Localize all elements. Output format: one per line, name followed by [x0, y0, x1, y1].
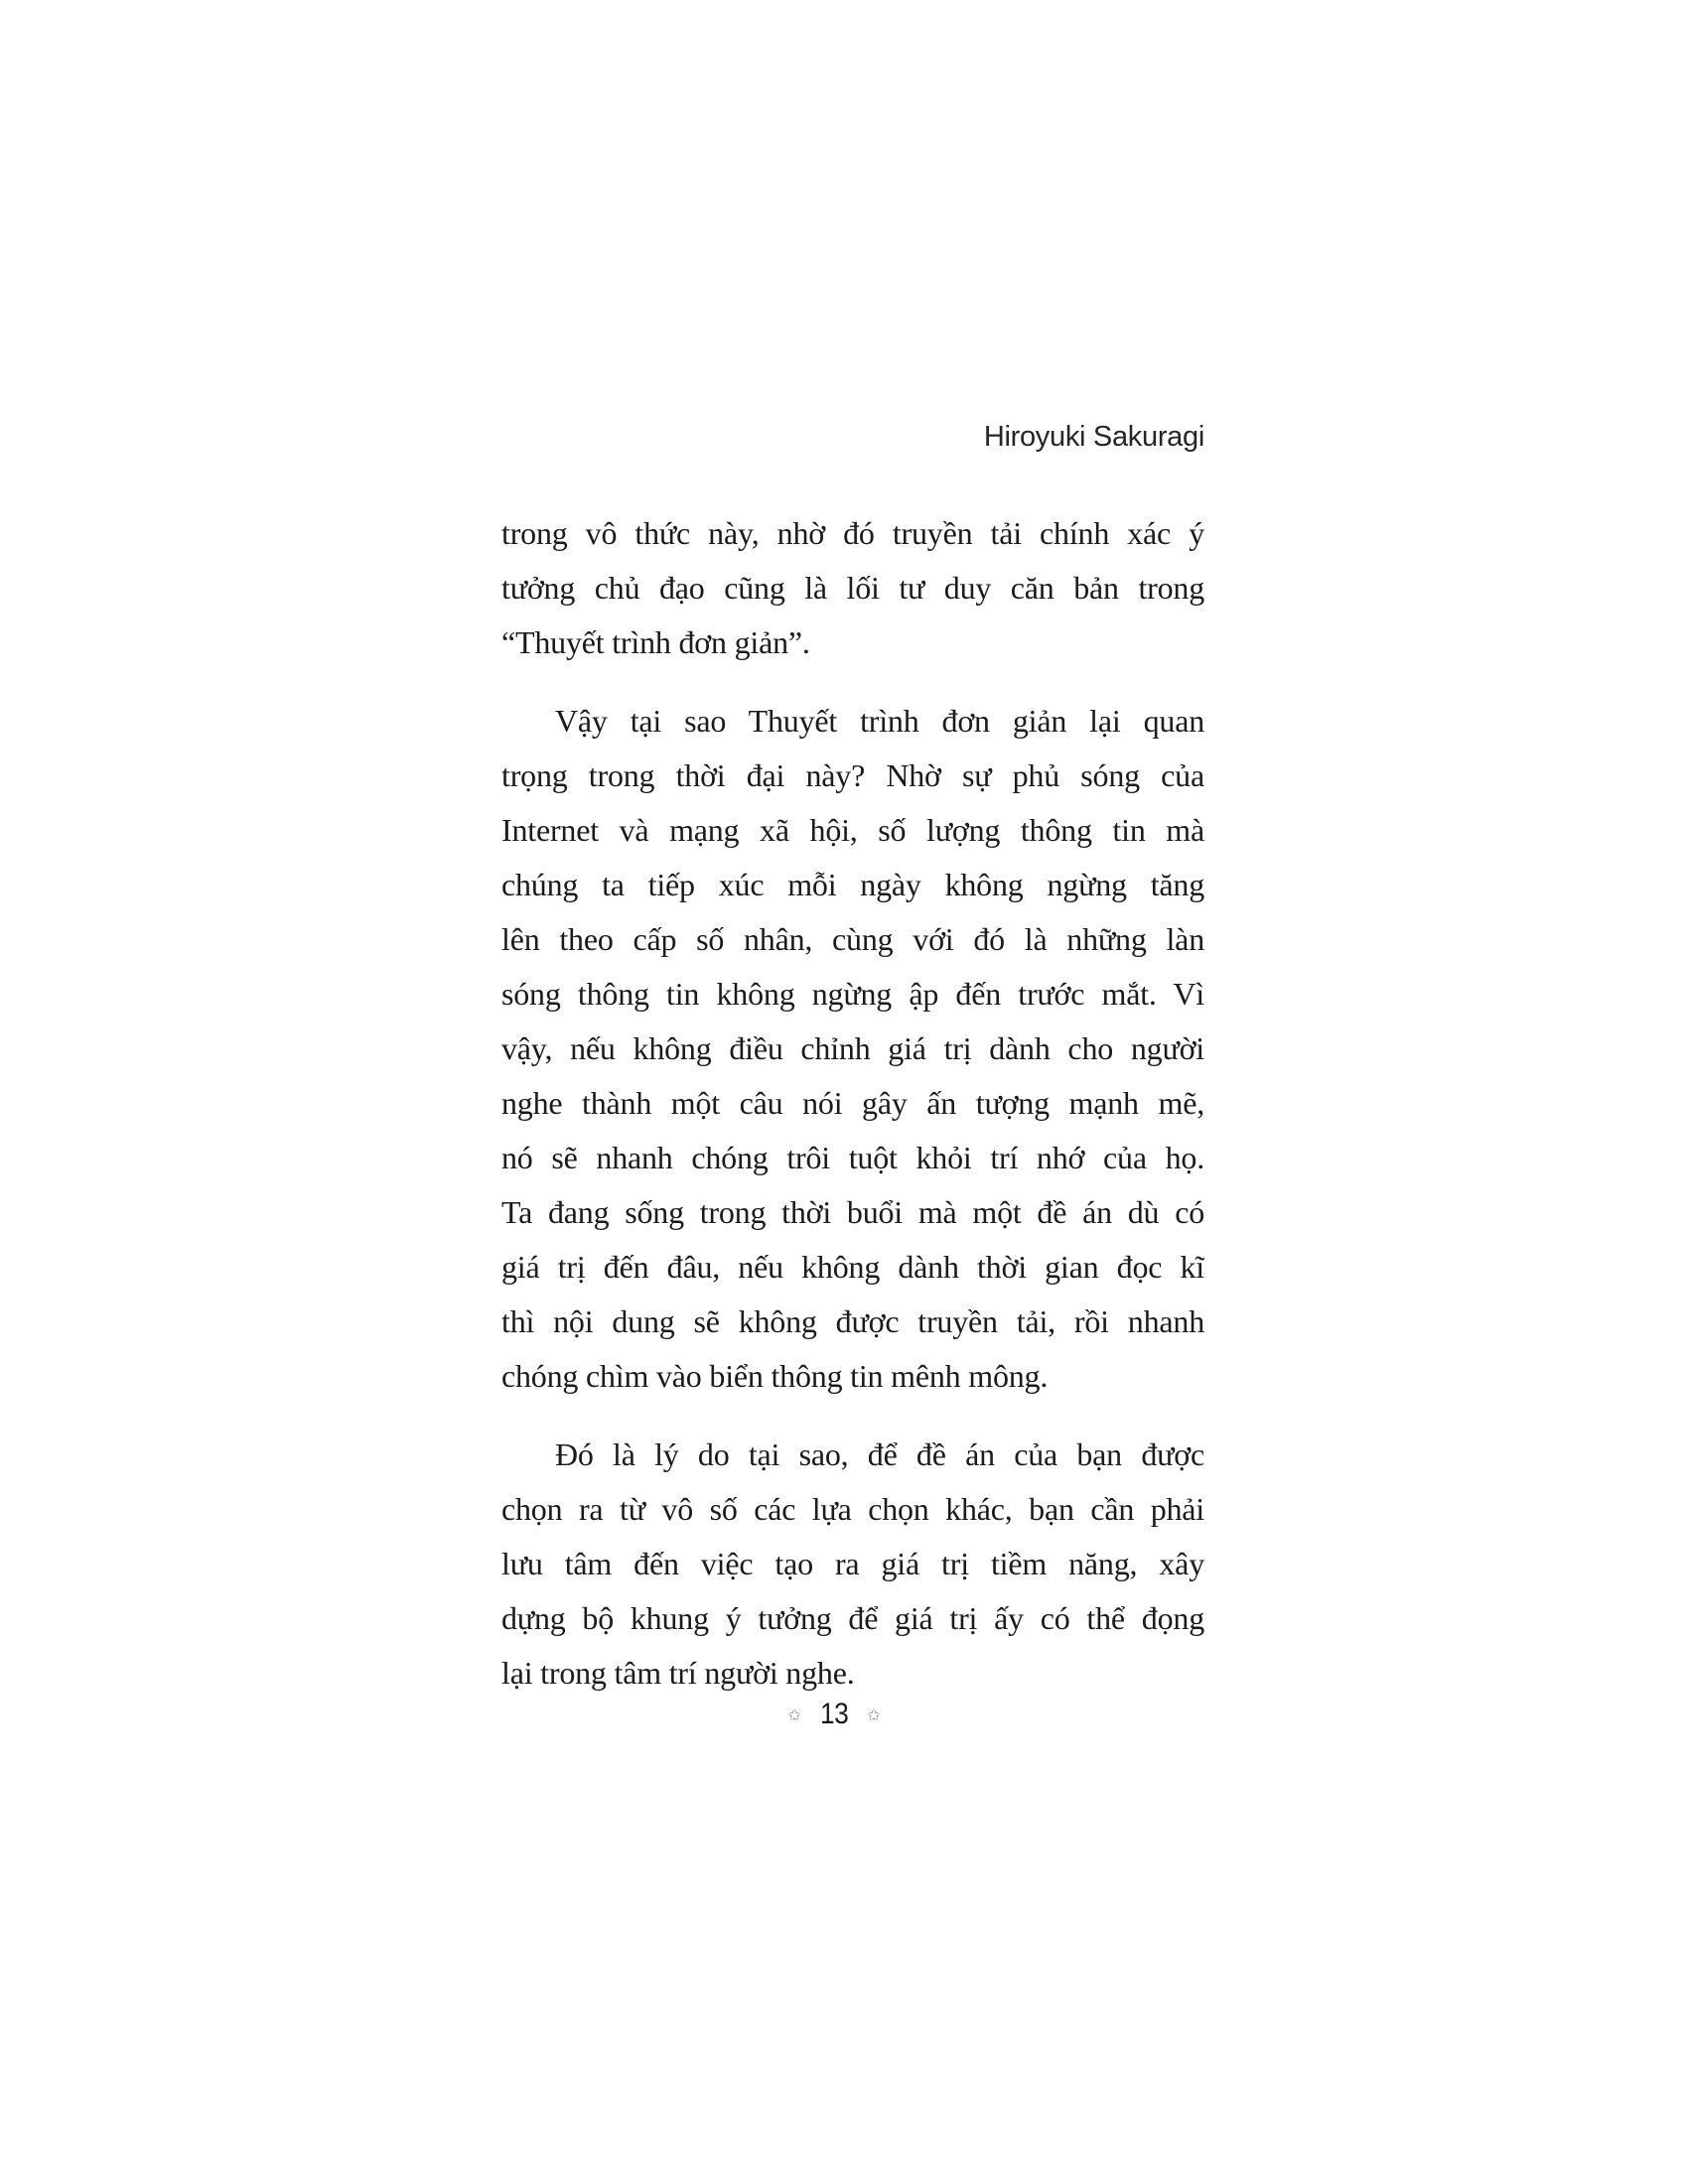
- text-line: lên theo cấp số nhân, cùng với đó là những làn: [501, 921, 1204, 957]
- text-line: chọn ra từ vô số các lựa chọn khác, bạn cần phải: [501, 1491, 1204, 1527]
- text-line: lại trong tâm trí người nghe.: [501, 1655, 855, 1691]
- text-line: “Thuyết trình đơn giản”.: [501, 624, 810, 660]
- text-line: nó sẽ nhanh chóng trôi tuột khỏi trí nhớ của họ.: [501, 1140, 1204, 1175]
- text-line: chóng chìm vào biển thông tin mênh mông.: [501, 1358, 1049, 1394]
- text-line: vậy, nếu không điều chỉnh giá trị dành cho người: [501, 1030, 1204, 1066]
- text-line: chúng ta tiếp xúc mỗi ngày không ngừng tăng: [501, 867, 1204, 902]
- text-line: tưởng chủ đạo cũng là lối tư duy căn bản trong: [501, 570, 1204, 606]
- text-line: giá trị đến đâu, nếu không dành thời gian đọc kĩ: [501, 1249, 1204, 1285]
- page-footer: [487, 1700, 1182, 1729]
- text-line: Internet và mạng xã hội, số lượng thông tin mà: [501, 812, 1204, 848]
- text-line: trọng trong thời đại này? Nhờ sự phủ sóng của: [501, 757, 1204, 793]
- text-line: sóng thông tin không ngừng ập đến trước mắt. Vì: [501, 976, 1204, 1012]
- text-line: lưu tâm đến việc tạo ra giá trị tiềm năng, xây: [501, 1546, 1204, 1581]
- paragraph-2: [501, 694, 1204, 1404]
- text-line: trong vô thức này, nhờ đó truyền tải chính xác ý: [501, 515, 1204, 551]
- star-ornament-left-icon: ✩: [787, 1707, 801, 1724]
- text-line: nghe thành một câu nói gây ấn tượng mạnh mẽ,: [501, 1085, 1204, 1121]
- text-line: Ta đang sống trong thời buổi mà một đề án dù có: [501, 1194, 1204, 1230]
- star-ornament-right-icon: ✩: [867, 1707, 881, 1724]
- text-line: dựng bộ khung ý tưởng để giá trị ấy có thể đọng: [501, 1600, 1204, 1636]
- text-line: Vậy tại sao Thuyết trình đơn giản lại quan: [555, 703, 1204, 739]
- paragraph-3: [501, 1428, 1204, 1701]
- running-header-author: Hiroyuki Sakuragi: [983, 421, 1204, 453]
- body-text-block: [501, 506, 1204, 1724]
- text-line: thì nội dung sẽ không được truyền tải, rồi nhanh: [501, 1303, 1204, 1339]
- paragraph-1: [501, 506, 1204, 670]
- page-number: 13: [819, 1698, 849, 1730]
- text-line: Đó là lý do tại sao, để đề án của bạn được: [555, 1436, 1204, 1472]
